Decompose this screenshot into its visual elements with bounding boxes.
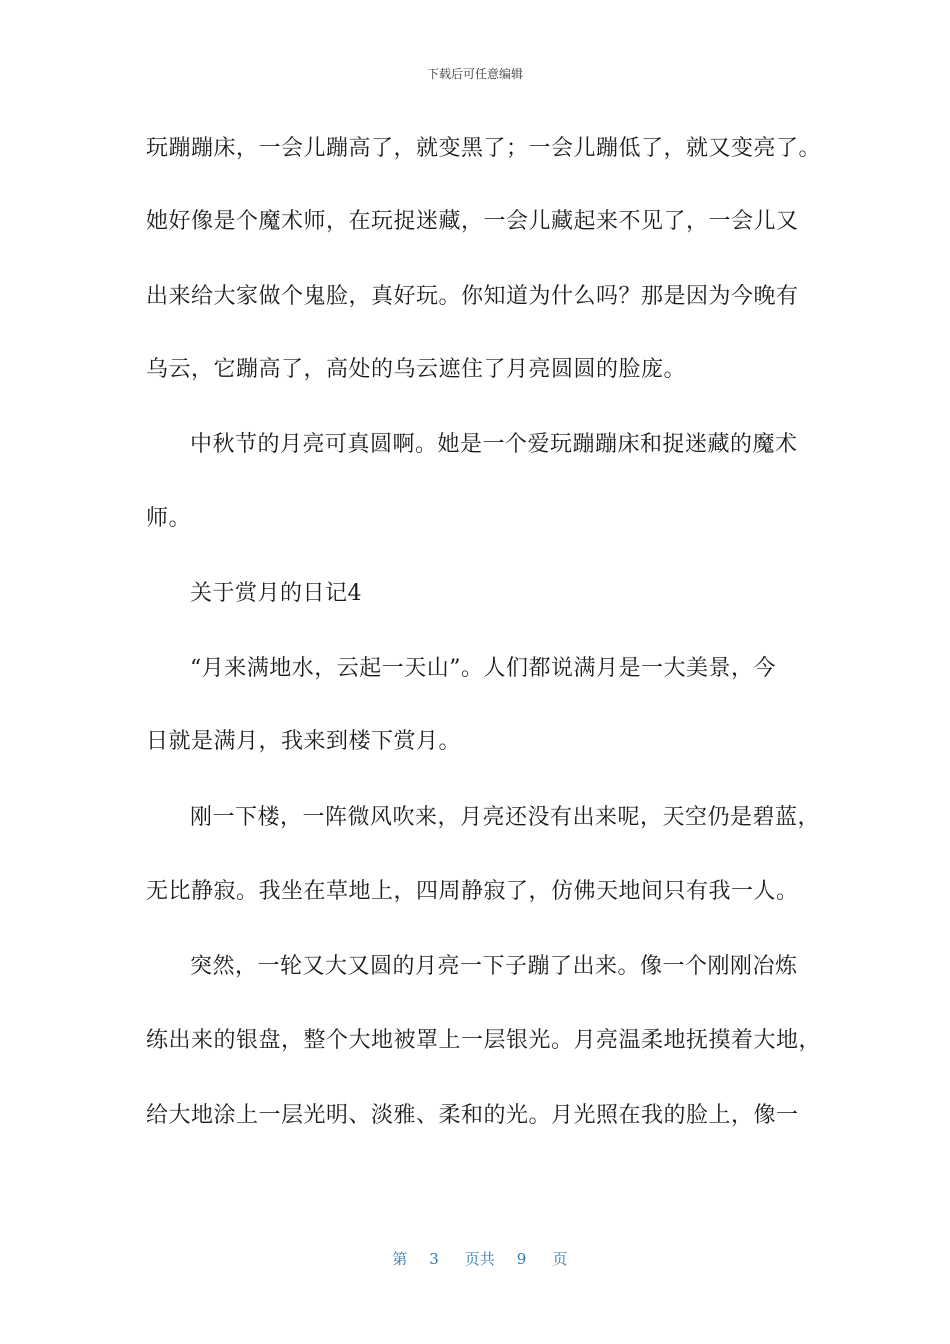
- footer-label-page: 第: [392, 1250, 408, 1268]
- page-header: 下载后可任意编辑: [426, 67, 523, 81]
- text-line: 中秋节的月亮可真圆啊。她是一个爱玩蹦蹦床和捉迷藏的魔术: [190, 432, 798, 457]
- text-line: 乌云，它蹦高了，高处的乌云遮住了月亮圆圆的脸庞。: [146, 357, 687, 382]
- text-line: 日就是满月，我来到楼下赏月。: [146, 729, 462, 754]
- text-line: 无比静寂。我坐在草地上，四周静寂了，仿佛天地间只有我一人。: [146, 879, 799, 904]
- total-pages-number: 9: [516, 1250, 527, 1268]
- section-heading: 关于赏月的日记4: [190, 581, 362, 606]
- footer-label-end: 页: [552, 1250, 568, 1268]
- text-line: 玩蹦蹦床，一会儿蹦高了，就变黑了；一会儿蹦低了，就又变亮了。: [146, 136, 822, 161]
- footer-label-of: 页共: [464, 1250, 495, 1268]
- text-line: 给大地涂上一层光明、淡雅、柔和的光。月光照在我的脸上，像一: [146, 1103, 799, 1128]
- text-line: 出来给大家做个鬼脸，真好玩。你知道为什么吗？那是因为今晚有: [146, 284, 799, 309]
- text-line: “月来满地水，云起一天山”。人们都说满月是一大美景，今: [190, 656, 776, 681]
- text-line: 师。: [146, 506, 192, 531]
- current-page-number: 3: [429, 1250, 439, 1268]
- text-line: 练出来的银盘，整个大地被罩上一层银光。月亮温柔地抚摸着大地，: [146, 1028, 822, 1053]
- page-footer: [0, 1229, 950, 1269]
- text-line: 她好像是个魔术师，在玩捉迷藏，一会儿藏起来不见了，一会儿又: [146, 209, 799, 234]
- text-line: 突然，一轮又大又圆的月亮一下子蹦了出来。像一个刚刚冶炼: [190, 954, 798, 979]
- text-line: 刚一下楼，一阵微风吹来，月亮还没有出来呢，天空仍是碧蓝，: [190, 805, 821, 830]
